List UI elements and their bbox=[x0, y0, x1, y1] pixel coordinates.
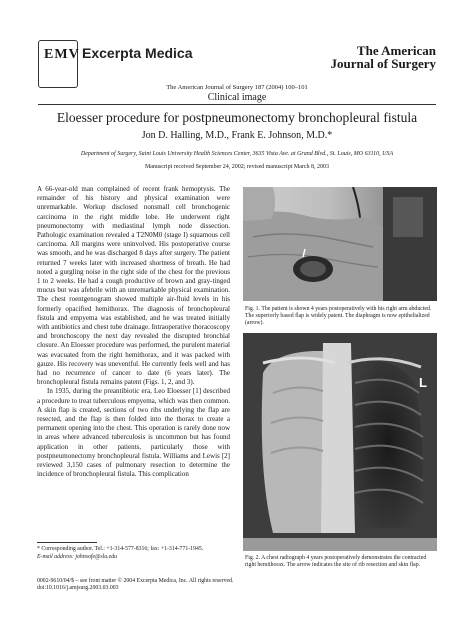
figure-1-caption: Fig. 1. The patient is shown 4 years postoperatively with his right arm abducted. The superiorly based flap is widely patent. The diaphragm is now epithelialized (arrow). bbox=[245, 306, 432, 327]
manuscript-dates: Manuscript received September 24, 2002; revised manuscript March 8, 2003 bbox=[144, 164, 330, 170]
body-paragraph-2: In 1935, during the preantibiotic era, Leo Eloesser [1] described a procedure to treat tuberculous empyema, which was then common. A skin flap is created, sections of two ribs underlying the flap are resected, and the flap is then folded into the thorax to create a permanent opening into the chest. This operation is rarely done now in areas where advanced tuberculosis is uncommon but has found application in other patients, particularly those with postpneumonectomy bronchopleural fistula. Williams and Lewis [2] reviewed 3,150 cases of pulmonary resection to determine the incidence of bronchopleural fistula. This complication bbox=[37, 387, 230, 479]
article-affiliation: Department of Surgery, Saint Louis University Health Sciences Center, 3635 Vista Ave. at Grand Blvd., St. Louis, MO 63110, USA bbox=[80, 151, 394, 157]
footnote-divider bbox=[37, 542, 97, 543]
journal-logo bbox=[326, 44, 436, 70]
header-divider bbox=[38, 104, 436, 105]
body-paragraph-1: A 66-year-old man complained of recent frank hemoptysis. The remainder of his history and physical examination were unremarkable. Workup disclosed nonsmall cell bronchogenic carcinoma in the right middle lobe. He underwent right pneumonectomy with mediastinal lymph node dissection. Pathologic examination revealed a T2N0M0 (stage I) squamous cell carcinoma. All margins were uninvolved. His postoperative course was smooth, and he was discharged 8 days after surgery. The patient returned 7 weeks later with increased shortness of breath. He had noted a gurgling noise in the right side of the chest for the previous 1 to 2 weeks. He had a cough productive of brown and gray-tinged mucus but was afebrile with an unremarkable physical examination. The chest roentgenogram showed multiple air-fluid levels in his formerly opacified hemithorax. The diagnosis of bronchopleural fistula and empyema was established, and he was treated initially with antibiotics and chest tube drainage. Intraoperative thoracoscopy and bronchoscopy the next day revealed the disrupted bronchial closure. An Eloesser procedure was performed, the purulent material was evacuated from the right hemithorax, and it was packed with gauze. His recovery was uneventful. He currently feels well and has had no recurrence of cancer to date (6 years later). The bronchopleural fistula remains patent (Figs. 1, 2, and 3). bbox=[37, 185, 230, 387]
logo-letters: EMV bbox=[44, 47, 80, 62]
corresponding-author: * Corresponding author. Tel.: +1-314-577-8316; fax: +1-314-771-1945. bbox=[37, 546, 204, 552]
doi-line: doi:10.1016/j.amjsurg.2003.03.003 bbox=[37, 585, 119, 592]
copyright-line: 0002-9610/04/$ – see front matter © 2004 Excerpta Medica, Inc. All rights reserved. bbox=[37, 578, 234, 584]
citation: The American Journal of Surgery 187 (2004) 100–101 bbox=[166, 84, 308, 91]
journal-name-line2: Journal of Surgery bbox=[330, 56, 436, 71]
journal-name-line1: The American bbox=[356, 43, 436, 58]
figure-1-image bbox=[243, 187, 437, 301]
figure-2-caption: Fig. 2. A chest radiograph 4 years postoperatively demonstrates the contracted right hemithorax. The arrow indicates the site of rib resection and skin flap. bbox=[245, 555, 427, 569]
publisher-name: Excerpta Medica bbox=[82, 45, 193, 61]
copyright bbox=[37, 578, 277, 593]
article-authors: Jon D. Halling, M.D., Frank E. Johnson, M.D.* bbox=[141, 130, 333, 141]
figure-2-image bbox=[243, 333, 437, 551]
figure-2-radiograph bbox=[243, 333, 437, 551]
email-address: E-mail address: johnsofe@slu.edu bbox=[37, 553, 117, 560]
footnotes bbox=[37, 546, 235, 561]
section-label: Clinical image bbox=[207, 92, 267, 103]
body-text bbox=[37, 185, 230, 480]
radiograph-side-marker: L bbox=[419, 375, 427, 390]
figure-1-photo bbox=[243, 187, 437, 301]
article-title: Eloesser procedure for postpneumonectomy bronchopleural fistula bbox=[56, 110, 418, 125]
